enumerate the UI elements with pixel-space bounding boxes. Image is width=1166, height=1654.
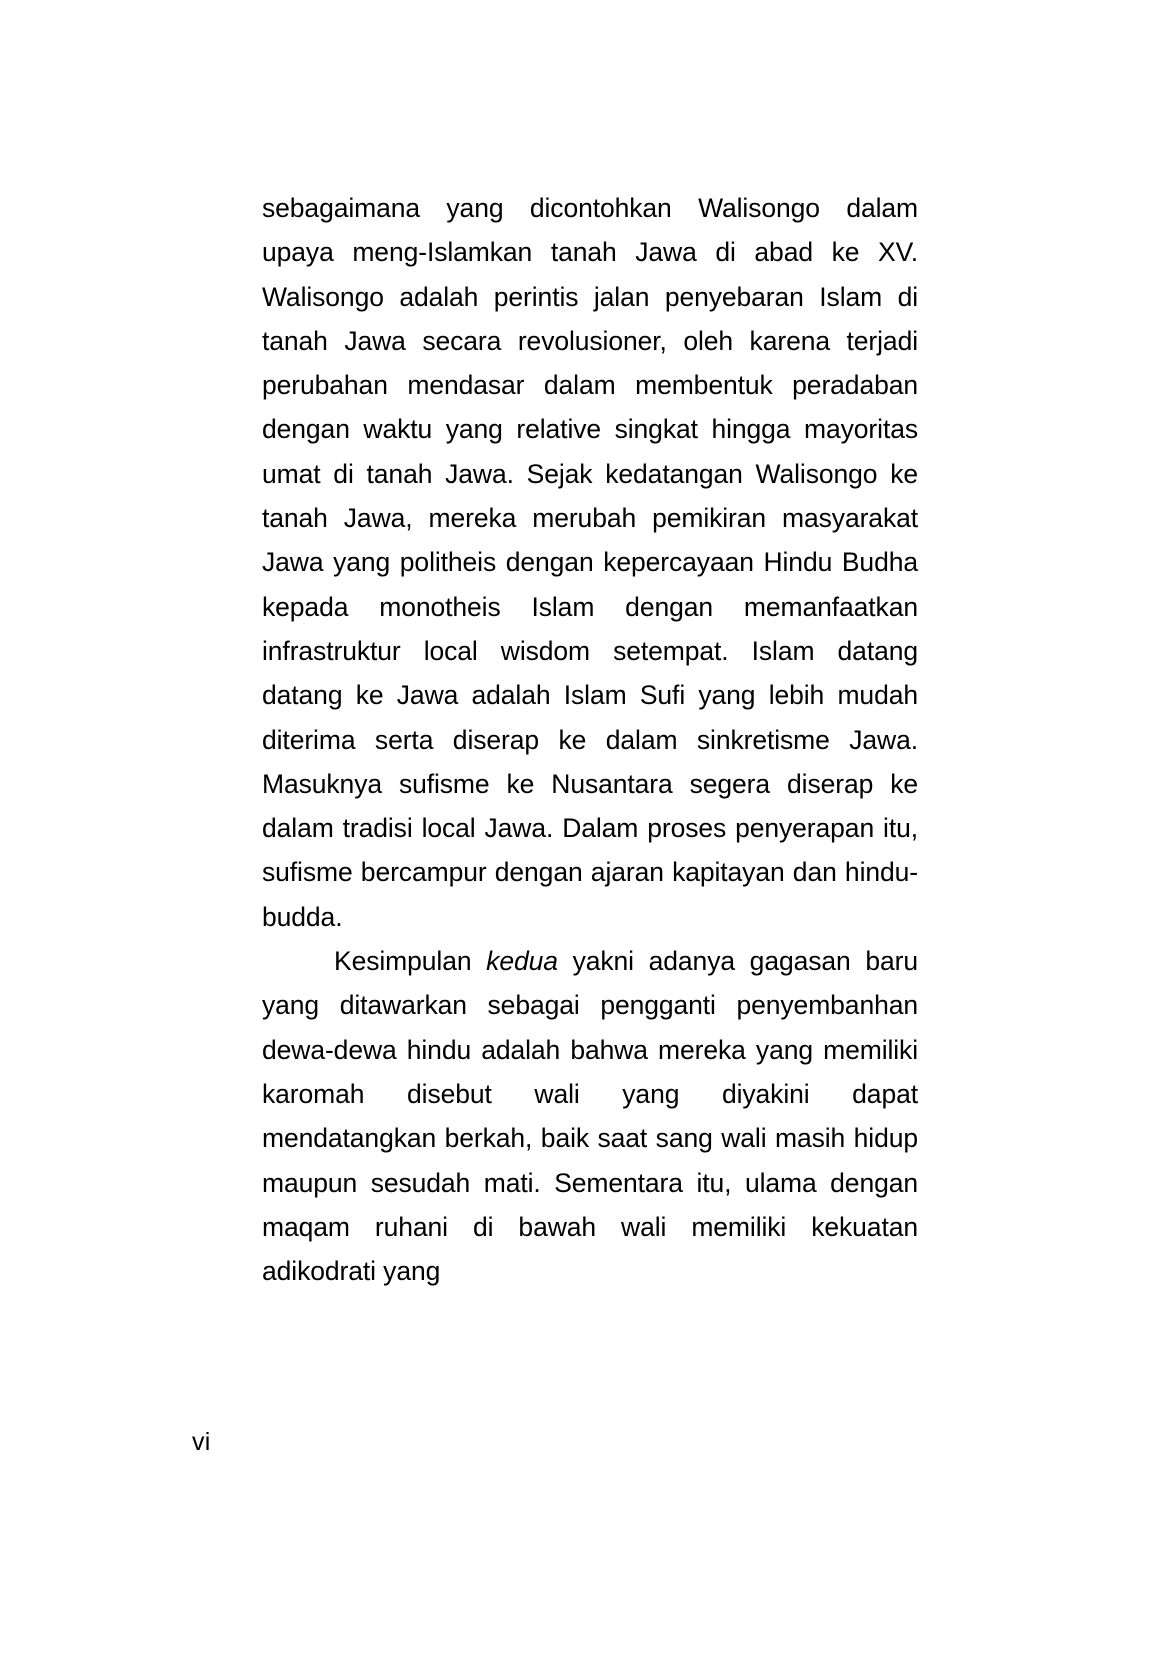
paragraph-2-run-3: yakni adanya gagasan baru yang ditawarkan sebagai pengganti penyembanhan dewa-dewa hindu adalah bahwa mereka yang memiliki karomah disebut wali yang diyakini dapat mendatangkan berkah, baik saat sang wali masih hidup maupun sesudah mati. Sementara itu, ulama dengan maqam ruhani di bawah wali memiliki kekuatan adikodrati yang <box>262 946 918 1287</box>
paragraph-2-run-1: Kesimpulan <box>334 946 487 977</box>
page-body-text <box>262 186 918 1293</box>
paragraph-1-run-1: sebagaimana yang dicontohkan Walisongo dalam upaya meng-Islamkan tanah Jawa di abad ke XV. Walisongo adalah perintis jalan penyebaran Islam di tanah Jawa secara revolusioner, oleh karena terjadi perubahan mendasar dalam membentuk peradaban dengan waktu yang relative singkat hingga mayoritas umat di tanah Jawa. Sejak kedatangan Walisongo ke tanah Jawa, mereka merubah pemikiran masyarakat Jawa yang politheis dengan kepercayaan Hindu Budha kepada monotheis Islam dengan memanfaatkan infrastruktur local wisdom setempat. Islam datang datang ke Jawa adalah Islam Sufi yang lebih mudah diterima serta diserap ke dalam sinkretisme Jawa. Masuknya sufisme ke Nusantara segera diserap ke dalam tradisi local Jawa. Dalam proses penyerapan itu, sufisme bercampur dengan ajaran kapitayan dan hindu-budda. <box>262 193 918 932</box>
paragraph-2-emphasis-kedua: kedua <box>486 946 558 977</box>
paragraph-1 <box>262 186 918 939</box>
paragraph-2 <box>262 939 918 1293</box>
page-number-folio: vi <box>192 1428 211 1456</box>
